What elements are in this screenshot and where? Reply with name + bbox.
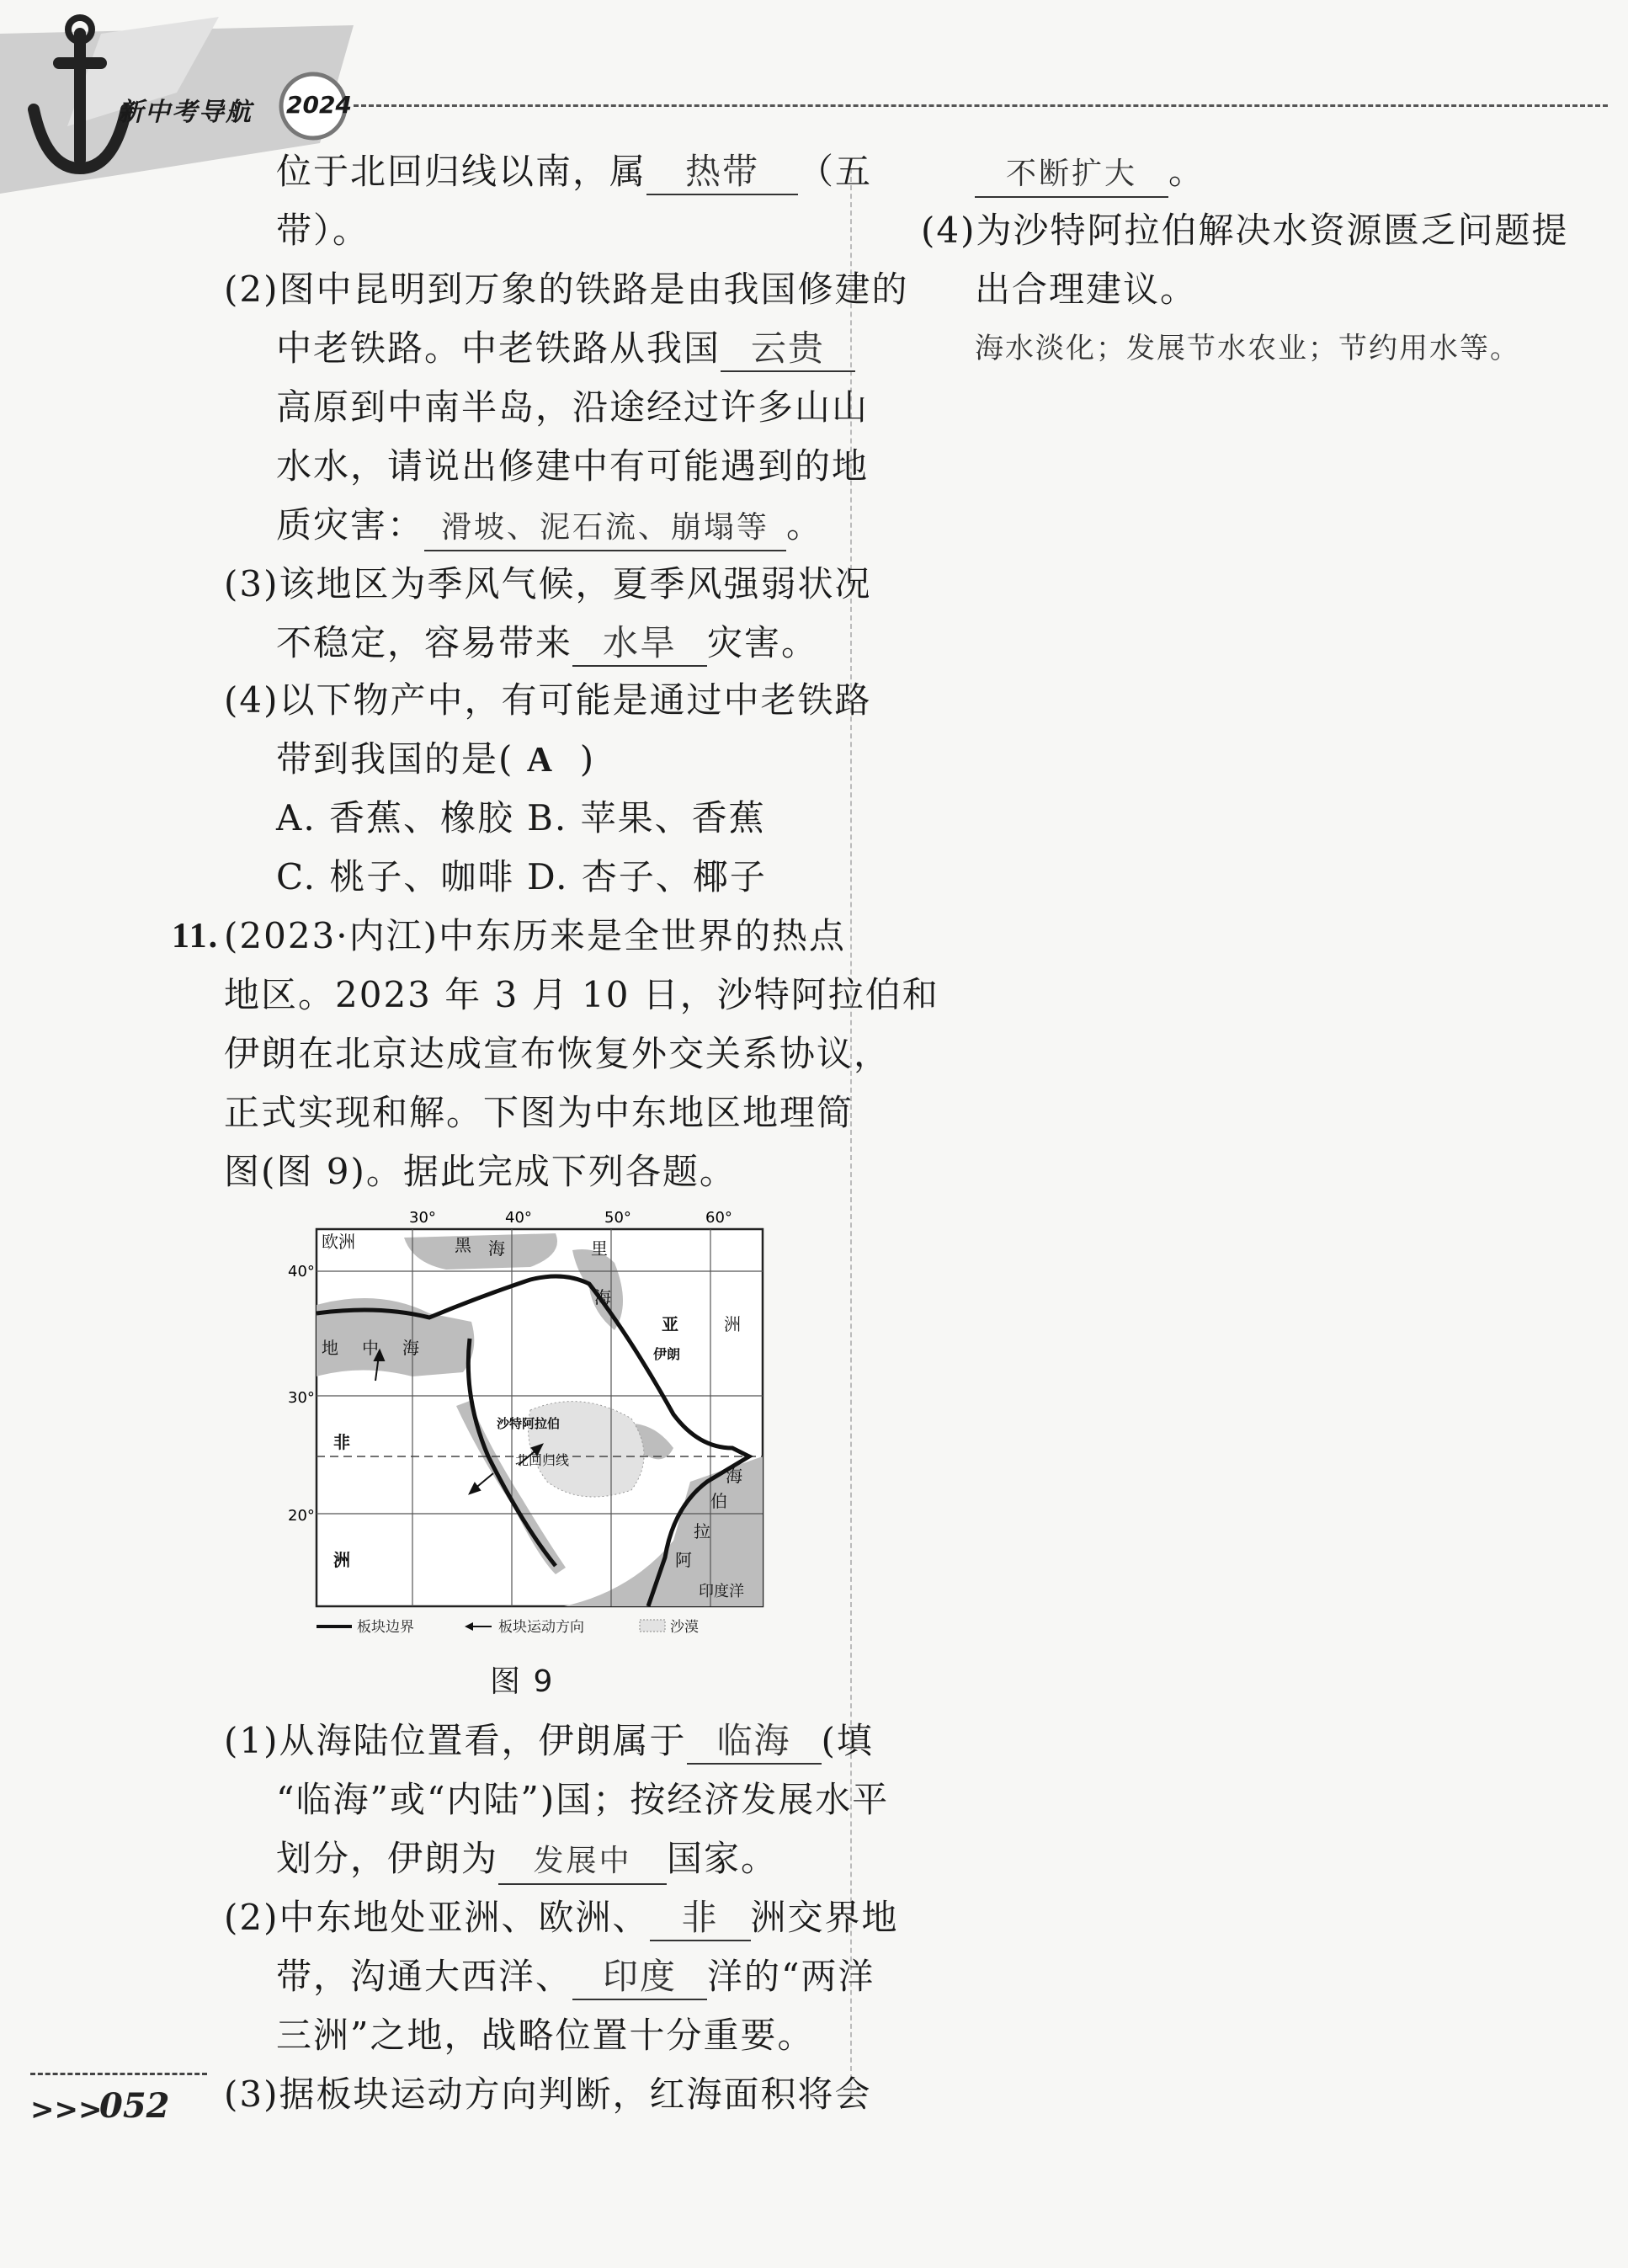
lon-label: 30° [409, 1209, 436, 1227]
answer-blank-redsea: 不断扩大 [975, 152, 1168, 198]
label-europe: 欧洲 [322, 1232, 355, 1252]
label-asia2: 洲 [724, 1314, 741, 1334]
label-saudi: 沙特阿拉伯 [497, 1416, 561, 1431]
answer-blank-location: 临海 [687, 1719, 822, 1765]
label-caspian2: 海 [594, 1287, 611, 1307]
q11-1-line1: (1)从海陆位置看，伊朗属于 临海 (填 [224, 1714, 874, 1768]
map-legend [317, 1619, 699, 1636]
q10-2-line3: 高原到中南半岛，沿途经过许多山山 [276, 386, 870, 428]
page-arrows-icon: >>> [30, 2093, 103, 2127]
label-arab4: 阿 [675, 1550, 692, 1570]
q10-2-line2: 中老铁路。中老铁路从我国 云贵 [276, 322, 855, 375]
option-a: A. 香蕉、橡胶 [276, 797, 515, 839]
lat-label: 30° [288, 1389, 315, 1407]
label-black-sea: 黑 [455, 1235, 471, 1255]
label-indian: 印度洋 [699, 1583, 744, 1600]
label-arab1: 海 [726, 1466, 742, 1486]
q11-1-line2: “临海”或“内陆”)国；按经济发展水平 [276, 1779, 890, 1820]
label-iran: 伊朗 [653, 1346, 681, 1362]
lon-label: 60° [705, 1209, 732, 1227]
q11-4-line1: (4)为沙特阿拉伯解决水资源匮乏问题提 [921, 210, 1569, 251]
answer-blank-continent: 非 [650, 1896, 751, 1941]
option-c: C. 桃子、咖啡 [276, 856, 515, 897]
q11-1-line3: 划分，伊朗为 发展中 国家。 [276, 1832, 778, 1886]
label-med1: 地 [322, 1338, 338, 1358]
q11-3-line1: (3)据板块运动方向判断，红海面积将会 [224, 2074, 872, 2115]
q10-2-line5: 质灾害： 滑坡、泥石流、崩塌等 。 [276, 498, 823, 552]
q10-line1: 位于北回归线以南，属 热带 （五 [276, 145, 872, 199]
lon-label: 50° [604, 1209, 631, 1227]
q11-line1: (2023·内江)中东历来是全世界的热点 [224, 915, 847, 956]
q10-4-line1: (4)以下物产中，有可能是通过中老铁路 [224, 679, 872, 721]
label-tropic: 北回归线 [515, 1452, 570, 1468]
q11-2-line1: (2)中东地处亚洲、欧洲、 非 洲交界地 [224, 1891, 899, 1945]
footer-dashed-rule [30, 2073, 207, 2075]
answer-blank-disasters: 滑坡、泥石流、崩塌等 [424, 506, 786, 551]
label-black-sea2: 海 [488, 1238, 505, 1259]
label-arab3: 拉 [694, 1521, 710, 1541]
header-dashed-rule [354, 104, 1608, 107]
q10-3-line1: (3)该地区为季风气候，夏季风强弱状况 [224, 563, 872, 604]
q11-line3: 伊朗在北京达成宣布恢复外交关系协议， [224, 1033, 891, 1074]
q11-2-line2: 带，沟通大西洋、 印度 洋的“两洋 [276, 1950, 875, 2004]
option-d: D. 杏子、椰子 [527, 856, 767, 897]
figure-caption: 图 9 [490, 1664, 555, 1699]
q10-3-line2: 不稳定，容易带来 水旱 灾害。 [276, 616, 818, 670]
label-med3: 海 [402, 1338, 419, 1358]
legend-motion: 板块运动方向 [498, 1619, 584, 1636]
lat-label: 40° [288, 1263, 315, 1280]
page-number: 052 [99, 2086, 170, 2126]
q10-2-line4: 水水，请说出修建中有可能遇到的地 [276, 445, 870, 487]
legend-desert: 沙漠 [670, 1619, 699, 1636]
q10-2-line1: (2)图中昆明到万象的铁路是由我国修建的 [224, 269, 909, 310]
legend-boundary: 板块边界 [357, 1619, 414, 1636]
answer-choice: A [526, 741, 555, 780]
label-africa2: 洲 [333, 1550, 350, 1570]
q11-number: 11. [172, 917, 220, 956]
label-africa1: 非 [333, 1432, 350, 1452]
q11-line2: 地区。2023 年 3 月 10 日，沙特阿拉伯和 [224, 974, 939, 1015]
answer-blank-development: 发展中 [498, 1839, 667, 1885]
answer-blank-hazard: 水旱 [572, 621, 707, 667]
label-med2: 中 [362, 1338, 379, 1358]
q11-line5: 图(图 9)。据此完成下列各题。 [224, 1151, 737, 1192]
lat-label: 20° [288, 1507, 315, 1525]
label-arab2: 伯 [710, 1491, 727, 1511]
q10-line2: 带）。 [276, 210, 370, 251]
answer-blank-climate: 热带 [646, 150, 798, 195]
lon-label: 40° [505, 1209, 532, 1227]
q11-2-line3: 三洲”之地，战略位置十分重要。 [276, 2015, 815, 2056]
middle-east-map [278, 1204, 774, 1642]
q11-4-answer: 海水淡化；发展节水农业；节约用水等。 [975, 332, 1520, 365]
answer-blank-ocean: 印度 [572, 1955, 707, 2000]
option-b: B. 苹果、香蕉 [527, 797, 766, 839]
q11-4-line2: 出合理建议。 [975, 269, 1198, 310]
answer-blank-plateau: 云贵 [721, 327, 855, 372]
year-badge: 2024 [286, 91, 352, 119]
label-caspian: 里 [591, 1238, 608, 1259]
q11-line4: 正式实现和解。下图为中东地区地理简 [224, 1092, 854, 1133]
legend-desert-swatch [640, 1620, 665, 1632]
series-title: 新中考导航 [118, 98, 253, 127]
q11-3-line2: 不断扩大 。 [975, 145, 1205, 199]
q10-4-line2: 带到我国的是( A ) [276, 738, 596, 780]
label-asia1: 亚 [662, 1314, 678, 1334]
